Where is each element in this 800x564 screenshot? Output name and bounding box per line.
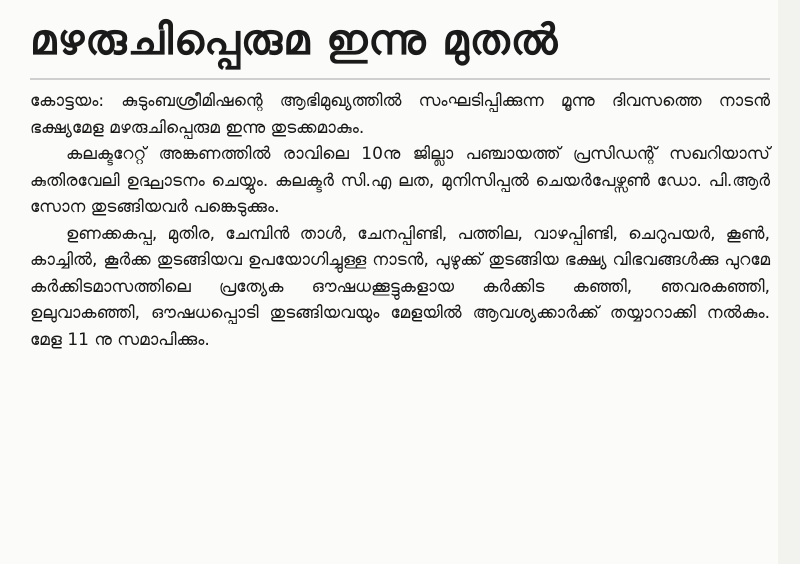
article-body xyxy=(30,88,770,353)
paragraph-3: ഉണക്കകപ്പ, മുതിര, ചേമ്പിൻ താൾ, ചേനപ്പിണ്ടി, പത്തില, വാഴപ്പിണ്ടി, ചെറുപയർ, കൂൺ, കാച്ചിൽ, കൂർക്ക തുടങ്ങിയവ ഉപയോഗിച്ചുള്ള നാടൻ, പുഴുക്ക് തുടങ്ങിയ ഭക്ഷ്യ വിഭവങ്ങൾക്കു പുറമേ കർക്കിടമാസത്തിലെ പ്രത്യേക ഔഷധക്കൂട്ടുകളായ കർക്കിട കഞ്ഞി, ഞവരകഞ്ഞി, ഉലുവാകഞ്ഞി, ഔഷധപ്പൊടി തുടങ്ങിയവയും മേളയിൽ ആവശ്യക്കാർക്ക് തയ്യാറാക്കി നൽകും. മേള 11 നു സമാപിക്കും. xyxy=(30,223,770,350)
page-edge xyxy=(778,0,800,564)
headline: മഴരുചിപ്പെരുമ ഇന്നു മുതൽ xyxy=(30,15,559,64)
paragraph-2: കലക്ടറേറ്റ് അങ്കണത്തിൽ രാവിലെ 10നു ജില്ലാ പഞ്ചായത്ത് പ്രസിഡന്റ് സഖറിയാസ് കുതിരവേലി ഉദ്ഘാടനം ചെയ്യും. കലക്ടർ സി.എ ലത, മുനിസിപ്പൽ ചെയർപേഴ്സൺ ഡോ. പി.ആർ സോന തുടങ്ങിയവർ പങ്കെടുക്കും. xyxy=(30,144,770,217)
divider xyxy=(30,78,770,80)
paragraph-1: കോട്ടയം: കുടുംബശ്രീമിഷന്റെ ആഭിമുഖ്യത്തിൽ സംഘടിപ്പിക്കുന്ന മൂന്നു ദിവസത്തെ നാടൻ ഭക്ഷ്യമേള മഴരുചിപ്പെരുമ ഇന്നു തുടക്കമാകും. xyxy=(30,91,770,138)
